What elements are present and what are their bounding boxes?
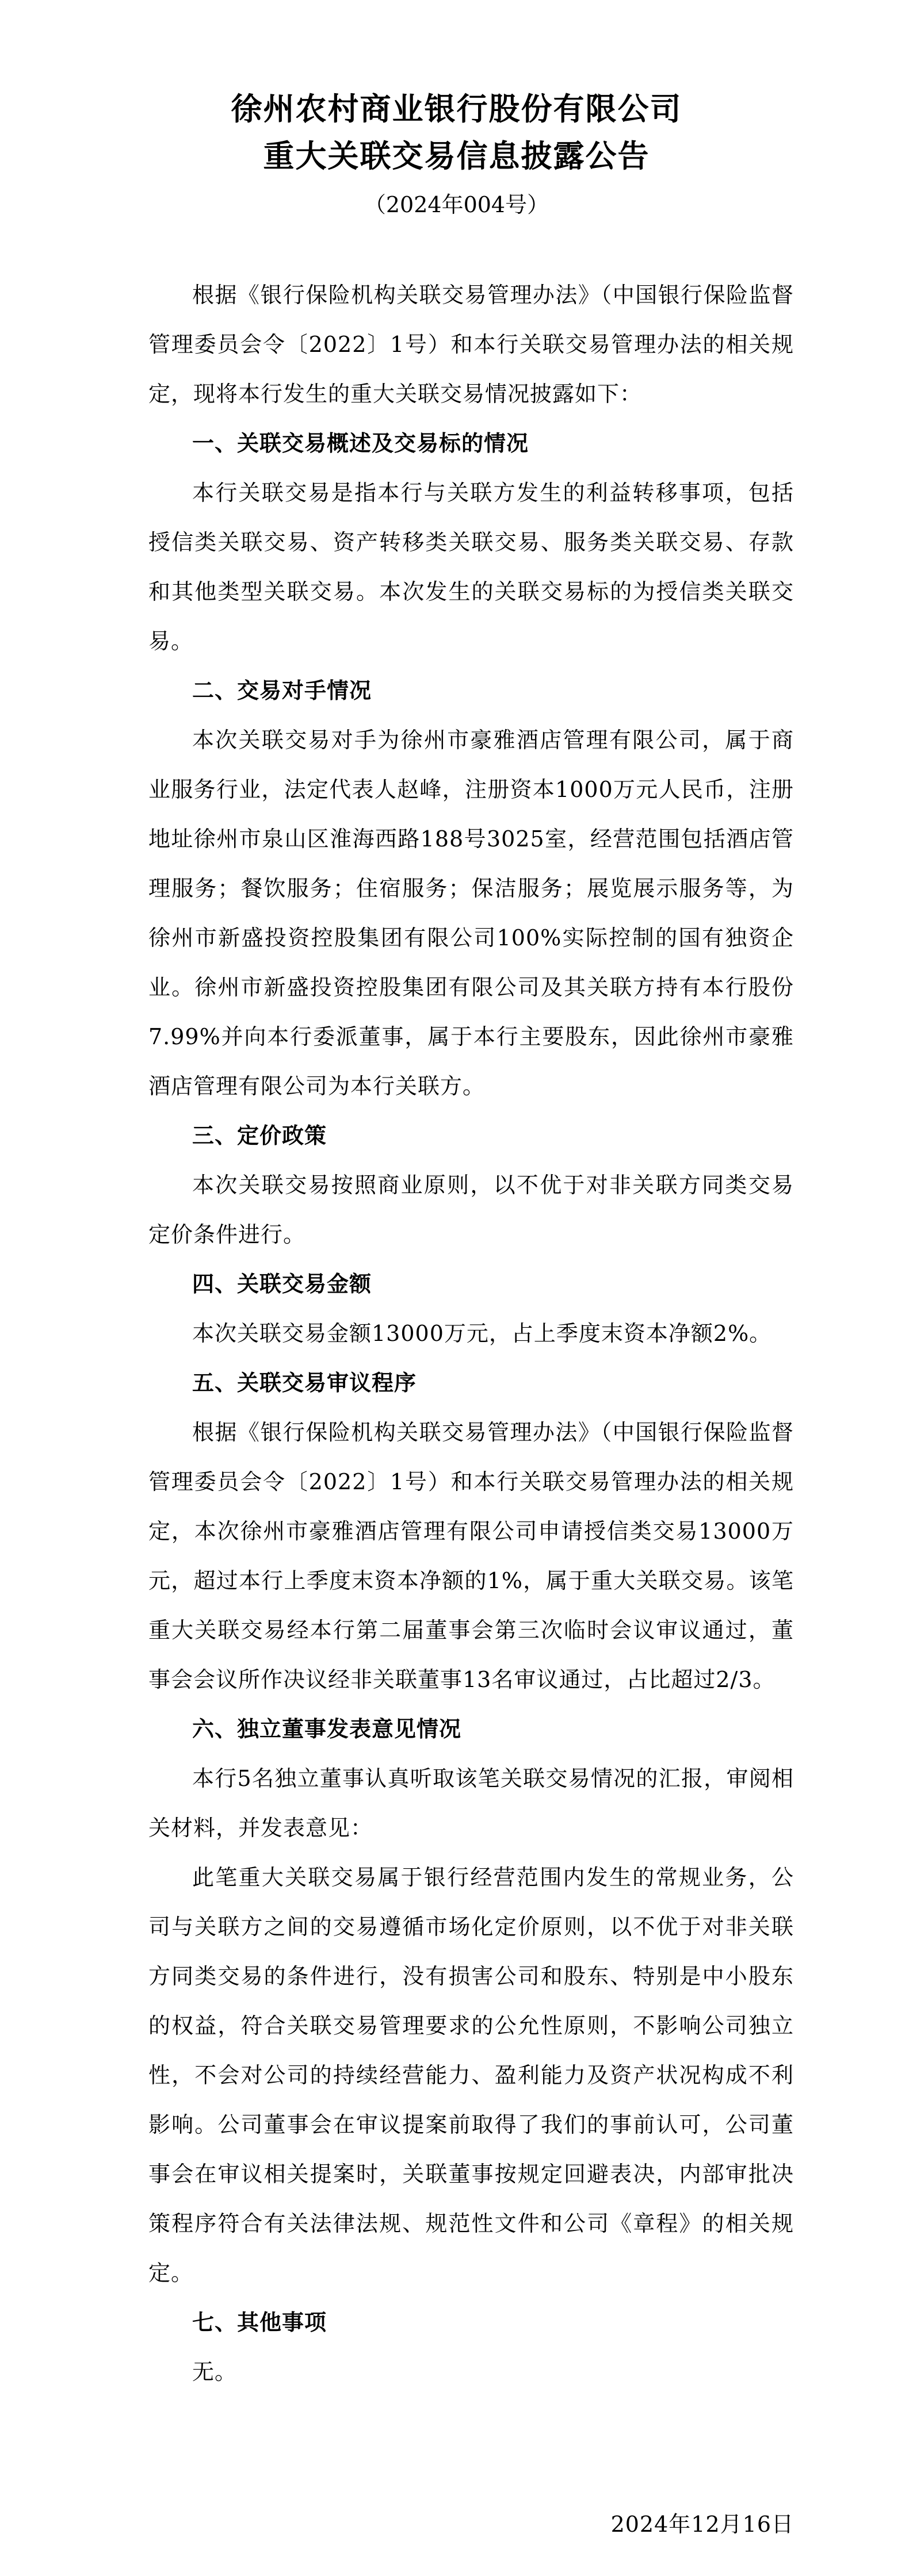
document-body <box>148 270 794 2397</box>
section-paragraph: 本行5名独立董事认真听取该笔关联交易情况的汇报，审阅相关材料，并发表意见： <box>148 1766 794 1841</box>
independent-director-opinion: 此笔重大关联交易属于银行经营范围内发生的常规业务，公司与关联方之间的交易遵循市场化定价原则，以不优于对非关联方同类交易的条件进行，没有损害公司和股东、特别是中小股东的权益，符合关联交易管理要求的公允性原则，不影响公司独立性，不会对公司的持续经营能力、盈利能力及资产状况构成不利影响。公司董事会在审议提案前取得了我们的事前认可，公司董事会在审议相关提案时，关联董事按规定回避表决，内部审批决策程序符合有关法律法规、规范性文件和公司《章程》的相关规定。 <box>148 1865 794 2286</box>
section-heading-5: 五、关联交易审议程序 <box>192 1370 417 1396</box>
section-paragraph: 本次关联交易按照商业原则，以不优于对非关联方同类交易定价条件进行。 <box>148 1172 794 1247</box>
section-heading-1: 一、关联交易概述及交易标的情况 <box>192 431 529 456</box>
section-paragraph: 无。 <box>192 2359 238 2385</box>
intro-paragraph: 根据《银行保险机构关联交易管理办法》（中国银行保险监督管理委员会令〔2022〕1号）和本行关联交易管理办法的相关规定，现将本行发生的重大关联交易情况披露如下： <box>148 282 794 407</box>
document-subtitle: 重大关联交易信息披露公告 <box>263 138 650 174</box>
document-date: 2024年12月16日 <box>610 2512 794 2537</box>
section-heading-4: 四、关联交易金额 <box>192 1271 372 1297</box>
section-paragraph: 本行关联交易是指本行与关联方发生的利益转移事项，包括授信类关联交易、资产转移类关联交易、服务类关联交易、存款和其他类型关联交易。本次发生的关联交易标的为授信类关联交易。 <box>148 480 794 654</box>
section-heading-6: 六、独立董事发表意见情况 <box>192 1716 462 1742</box>
section-heading-7: 七、其他事项 <box>192 2310 327 2335</box>
section-paragraph: 本次关联交易金额13000万元，占上季度末资本净额2%。 <box>192 1321 772 1346</box>
document-number: （2024年004号） <box>364 192 549 217</box>
section-paragraph: 根据《银行保险机构关联交易管理办法》（中国银行保险监督管理委员会令〔2022〕1号）和本行关联交易管理办法的相关规定，本次徐州市豪雅酒店管理有限公司申请授信类交易13000万元，超过本行上季度末资本净额的1%，属于重大关联交易。该笔重大关联交易经本行第二届董事会第三次临时会议审议通过，董事会会议所作决议经非关联董事13名审议通过，占比超过2/3。 <box>148 1420 794 1692</box>
section-paragraph: 本次关联交易对手为徐州市豪雅酒店管理有限公司，属于商业服务行业，法定代表人赵峰，注册资本1000万元人民币，注册地址徐州市泉山区淮海西路188号3025室，经营范围包括酒店管理服务；餐饮服务；住宿服务；保洁服务；展览展示服务等，为徐州市新盛投资控股集团有限公司100%实际控制的国有独资企业。徐州市新盛投资控股集团有限公司及其关联方持有本行股份7.99%并向本行委派董事，属于本行主要股东，因此徐州市豪雅酒店管理有限公司为本行关联方。 <box>148 727 794 1099</box>
document-title: 徐州农村商业银行股份有限公司 <box>231 91 682 127</box>
section-heading-3: 三、定价政策 <box>192 1123 327 1148</box>
section-heading-2: 二、交易对手情况 <box>192 678 372 703</box>
